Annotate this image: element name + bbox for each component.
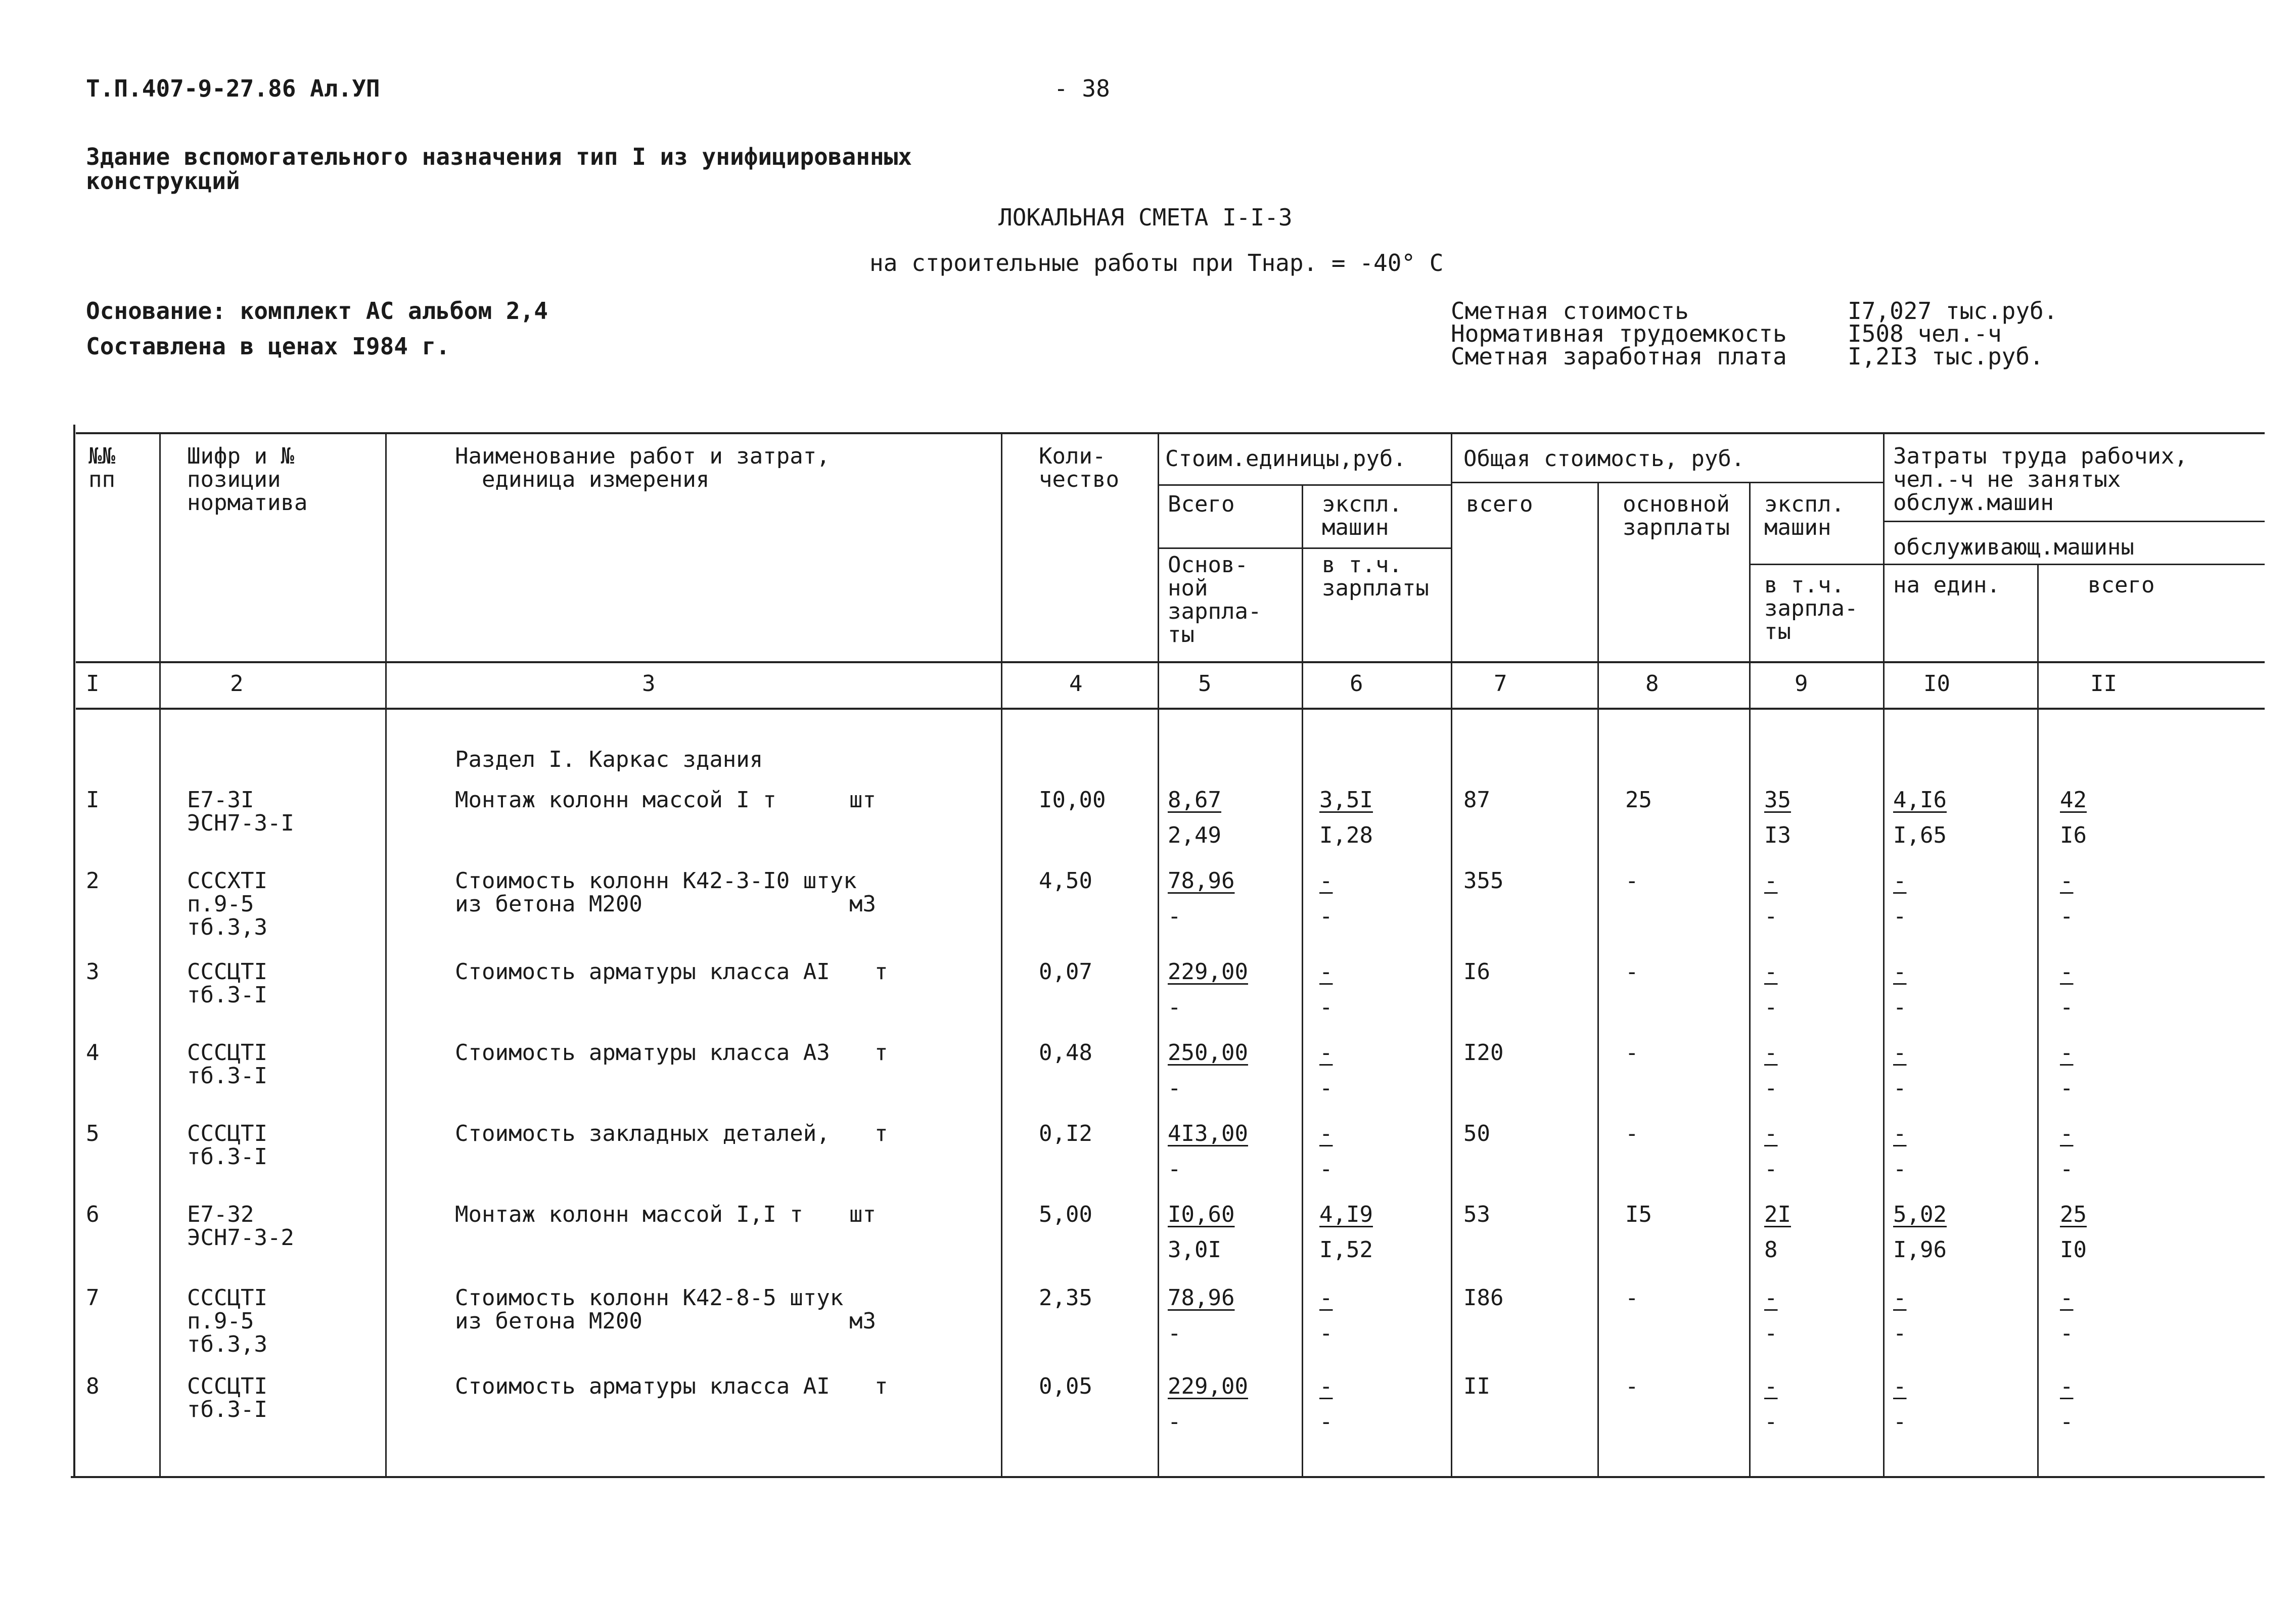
col-divider bbox=[2037, 564, 2039, 1476]
total-cost: I86 bbox=[1463, 1285, 1504, 1311]
labor-per-unit-machines: - bbox=[1893, 1409, 1907, 1435]
unit-total: 229,00 bbox=[1168, 1373, 1248, 1399]
unit: м3 bbox=[849, 1308, 876, 1334]
total-cost: 53 bbox=[1463, 1202, 1490, 1227]
machines-cost: - bbox=[1764, 1373, 1778, 1399]
unit: т bbox=[875, 1040, 888, 1066]
header-row-number: №№ пп bbox=[88, 443, 115, 492]
quantity: 0,48 bbox=[1039, 1040, 1092, 1066]
machines-wage: - bbox=[1764, 903, 1778, 929]
building-title-line2: конструкций bbox=[86, 167, 240, 195]
unit-base-wage: - bbox=[1168, 994, 1181, 1020]
header-machines: экспл. машин bbox=[1764, 491, 1845, 540]
header-total-cost-group: Общая стоимость, руб. bbox=[1463, 446, 1745, 472]
header-machine-wage: в т.ч. зарпла- ты bbox=[1764, 572, 1858, 645]
unit-machines: - bbox=[1319, 1121, 1333, 1146]
labor-per-unit-machines: - bbox=[1893, 903, 1907, 929]
norm-code: СССЦТI тб.3-I bbox=[187, 1121, 267, 1170]
estimate-title: ЛОКАЛЬНАЯ СМЕТА I-I-3 bbox=[998, 204, 1293, 231]
labor-total-machines: - bbox=[2060, 1156, 2074, 1182]
table-colnum-bottom bbox=[76, 708, 2265, 710]
unit-total: 8,67 bbox=[1168, 787, 1221, 813]
col-divider bbox=[1597, 482, 1599, 1476]
doc-code: Т.П.407-9-27.86 Ал.УП bbox=[86, 75, 380, 102]
unit-base-wage: - bbox=[1168, 1156, 1181, 1182]
labor-total-machines: - bbox=[2060, 903, 2074, 929]
summary-cost-value: I7,027 тыс.руб. bbox=[1848, 297, 2058, 325]
unit-total: 250,00 bbox=[1168, 1040, 1248, 1066]
labor-total: - bbox=[2060, 1040, 2074, 1066]
unit: т bbox=[875, 959, 888, 985]
row-number: 2 bbox=[86, 868, 100, 894]
labor-total: 42 bbox=[2060, 787, 2087, 813]
col-divider bbox=[1749, 482, 1751, 1476]
col-number: I bbox=[86, 671, 100, 697]
table-subheader-line-c bbox=[1883, 521, 2265, 522]
labor-total-machines: - bbox=[2060, 994, 2074, 1020]
col-divider bbox=[1302, 484, 1303, 1476]
quantity: 4,50 bbox=[1039, 868, 1092, 894]
header-unit-base-wage: Основ- ной зарпла- ты bbox=[1168, 552, 1262, 648]
col-number: 6 bbox=[1350, 671, 1363, 697]
total-cost: I20 bbox=[1463, 1040, 1504, 1066]
unit-machine-wage: - bbox=[1319, 1409, 1333, 1435]
header-total: всего bbox=[1466, 491, 1533, 517]
work-name: Стоимость закладных деталей, bbox=[455, 1121, 830, 1146]
labor-per-unit: - bbox=[1893, 1040, 1907, 1066]
labor-total: - bbox=[2060, 1285, 2074, 1311]
unit-base-wage: 2,49 bbox=[1168, 822, 1221, 848]
unit-base-wage: 3,0I bbox=[1168, 1237, 1221, 1263]
header-labor-group: Затраты труда рабочих, чел.-ч не занятых обслуж.машин bbox=[1893, 443, 2188, 516]
header-unit-machines: экспл. машин bbox=[1322, 491, 1402, 540]
quantity: 0,I2 bbox=[1039, 1121, 1092, 1146]
unit-machine-wage: - bbox=[1319, 903, 1333, 929]
norm-code: СССХТI п.9-5 тб.3,3 bbox=[187, 868, 267, 940]
unit-total: 78,96 bbox=[1168, 1285, 1235, 1311]
unit-machine-wage: - bbox=[1319, 1156, 1333, 1182]
norm-code: СССЦТI п.9-5 тб.3,3 bbox=[187, 1285, 267, 1357]
base-wage: - bbox=[1625, 959, 1639, 985]
labor-per-unit: 4,I6 bbox=[1893, 787, 1947, 813]
total-cost: I6 bbox=[1463, 959, 1490, 985]
quantity: 0,05 bbox=[1039, 1373, 1092, 1399]
labor-per-unit-machines: - bbox=[1893, 994, 1907, 1020]
work-name: Стоимость арматуры класса А3 bbox=[455, 1040, 830, 1066]
labor-per-unit-machines: I,96 bbox=[1893, 1237, 1947, 1263]
machines-wage: - bbox=[1764, 1075, 1778, 1101]
summary-labor-value: I508 чел.-ч bbox=[1848, 320, 2002, 347]
section-title: Раздел I. Каркас здания bbox=[455, 747, 763, 772]
col-number: 2 bbox=[230, 671, 244, 697]
total-cost: 50 bbox=[1463, 1121, 1490, 1146]
labor-per-unit-machines: I,65 bbox=[1893, 822, 1947, 848]
header-unit-cost-group: Стоим.единицы,руб. bbox=[1165, 446, 1406, 472]
quantity: I0,00 bbox=[1039, 787, 1106, 813]
machines-cost: - bbox=[1764, 868, 1778, 894]
labor-per-unit-machines: - bbox=[1893, 1320, 1907, 1346]
machines-cost: - bbox=[1764, 1285, 1778, 1311]
labor-per-unit: - bbox=[1893, 1285, 1907, 1311]
labor-total: - bbox=[2060, 959, 2074, 985]
table-subheader-line-e bbox=[1749, 564, 2265, 565]
col-number: I0 bbox=[1923, 671, 1950, 697]
total-cost: II bbox=[1463, 1373, 1490, 1399]
unit: т bbox=[875, 1373, 888, 1399]
norm-code: Е7-3I ЭСН7-3-I bbox=[187, 787, 294, 836]
unit-base-wage: - bbox=[1168, 1075, 1181, 1101]
unit-machines: - bbox=[1319, 1285, 1333, 1311]
base-wage: - bbox=[1625, 868, 1639, 894]
labor-total: 25 bbox=[2060, 1202, 2087, 1227]
work-name: Стоимость колонн К42-8-5 штук из бетона М200 bbox=[455, 1285, 844, 1334]
unit-machine-wage: - bbox=[1319, 994, 1333, 1020]
labor-total-machines: I0 bbox=[2060, 1237, 2087, 1263]
labor-total-machines: - bbox=[2060, 1320, 2074, 1346]
col-divider bbox=[159, 432, 161, 1476]
header-work-name: Наименование работ и затрат, единица измерения bbox=[455, 443, 830, 492]
norm-code: СССЦТI тб.3-I bbox=[187, 959, 267, 1008]
machines-wage: I3 bbox=[1764, 822, 1791, 848]
labor-total-machines: I6 bbox=[2060, 822, 2087, 848]
header-base-wage: основной зарплаты bbox=[1623, 491, 1730, 540]
col-number: 8 bbox=[1645, 671, 1659, 697]
base-wage: - bbox=[1625, 1040, 1639, 1066]
base-wage: I5 bbox=[1625, 1202, 1652, 1227]
norm-code: СССЦТI тб.3-I bbox=[187, 1373, 267, 1422]
building-title-line1: Здание вспомогательного назначения тип I из унифицированных bbox=[86, 143, 912, 170]
unit-machine-wage: - bbox=[1319, 1075, 1333, 1101]
unit-machine-wage: I,28 bbox=[1319, 822, 1373, 848]
header-unit-total: Всего bbox=[1168, 491, 1235, 517]
table-header-bottom bbox=[76, 661, 2265, 663]
labor-total-machines: - bbox=[2060, 1075, 2074, 1101]
col-divider bbox=[1158, 432, 1159, 1476]
labor-per-unit: 5,02 bbox=[1893, 1202, 1947, 1227]
work-name: Стоимость арматуры класса AI bbox=[455, 1373, 830, 1399]
col-number: 5 bbox=[1198, 671, 1212, 697]
labor-per-unit: - bbox=[1893, 959, 1907, 985]
total-cost: 87 bbox=[1463, 787, 1490, 813]
unit-base-wage: - bbox=[1168, 903, 1181, 929]
machines-wage: - bbox=[1764, 1156, 1778, 1182]
table-subheader-line-a bbox=[1158, 484, 1451, 486]
row-number: 3 bbox=[86, 959, 100, 985]
unit-total: 229,00 bbox=[1168, 959, 1248, 985]
header-quantity: Коли- чество bbox=[1039, 443, 1119, 492]
row-number: 5 bbox=[86, 1121, 100, 1146]
row-number: 4 bbox=[86, 1040, 100, 1066]
summary-labor-label: Нормативная трудоемкость bbox=[1451, 320, 1787, 347]
work-name: Монтаж колонн массой I,I т bbox=[455, 1202, 803, 1227]
labor-per-unit-machines: - bbox=[1893, 1156, 1907, 1182]
labor-per-unit: - bbox=[1893, 1121, 1907, 1146]
total-cost: 355 bbox=[1463, 868, 1504, 894]
header-labor-machines: обслуживающ.машины bbox=[1893, 534, 2134, 560]
summary-wage-label: Сметная заработная плата bbox=[1451, 343, 1787, 370]
labor-per-unit: - bbox=[1893, 1373, 1907, 1399]
table-top-border bbox=[76, 432, 2265, 434]
unit-total: 4I3,00 bbox=[1168, 1121, 1248, 1146]
header-labor-total: всего bbox=[2088, 572, 2155, 598]
table-subheader-line-b bbox=[1451, 482, 1883, 483]
labor-total-machines: - bbox=[2060, 1409, 2074, 1435]
work-name: Монтаж колонн массой I т bbox=[455, 787, 776, 813]
table-subheader-line-d bbox=[1158, 547, 1451, 549]
col-number: 3 bbox=[642, 671, 656, 697]
row-number: 6 bbox=[86, 1202, 100, 1227]
unit-machines: - bbox=[1319, 1040, 1333, 1066]
unit: м3 bbox=[849, 891, 876, 917]
page-number: - 38 bbox=[1054, 75, 1110, 102]
labor-total: - bbox=[2060, 1121, 2074, 1146]
machines-wage: - bbox=[1764, 1320, 1778, 1346]
unit-base-wage: - bbox=[1168, 1409, 1181, 1435]
labor-total: - bbox=[2060, 868, 2074, 894]
col-divider bbox=[1451, 432, 1452, 1476]
col-divider bbox=[1001, 432, 1002, 1476]
unit-machines: - bbox=[1319, 868, 1333, 894]
norm-code: СССЦТI тб.3-I bbox=[187, 1040, 267, 1089]
machines-cost: - bbox=[1764, 1040, 1778, 1066]
labor-per-unit: - bbox=[1893, 868, 1907, 894]
summary-cost-label: Сметная стоимость bbox=[1451, 297, 1689, 325]
unit-total: I0,60 bbox=[1168, 1202, 1235, 1227]
base-wage: - bbox=[1625, 1121, 1639, 1146]
base-wage: - bbox=[1625, 1373, 1639, 1399]
unit-machines: - bbox=[1319, 959, 1333, 985]
unit-machines: 3,5I bbox=[1319, 787, 1373, 813]
unit: т bbox=[875, 1121, 888, 1146]
norm-code: Е7-32 ЭСН7-3-2 bbox=[187, 1202, 294, 1251]
base-wage: - bbox=[1625, 1285, 1639, 1311]
machines-cost: 35 bbox=[1764, 787, 1791, 813]
row-number: I bbox=[86, 787, 100, 813]
estimate-subtitle: на строительные работы при Тнар. = -40° С bbox=[869, 249, 1444, 277]
header-labor-per-unit: на един. bbox=[1893, 572, 2000, 598]
col-number: II bbox=[2090, 671, 2117, 697]
row-number: 7 bbox=[86, 1285, 100, 1311]
machines-cost: - bbox=[1764, 1121, 1778, 1146]
table-bottom-border bbox=[71, 1476, 2265, 1478]
prices-year-note: Составлена в ценах I984 г. bbox=[86, 333, 450, 360]
col-number: 7 bbox=[1494, 671, 1507, 697]
labor-per-unit-machines: - bbox=[1893, 1075, 1907, 1101]
unit-total: 78,96 bbox=[1168, 868, 1235, 894]
unit-machine-wage: I,52 bbox=[1319, 1237, 1373, 1263]
unit-machine-wage: - bbox=[1319, 1320, 1333, 1346]
unit-base-wage: - bbox=[1168, 1320, 1181, 1346]
base-wage: 25 bbox=[1625, 787, 1652, 813]
machines-cost: - bbox=[1764, 959, 1778, 985]
header-unit-machine-wage: в т.ч. зарплаты bbox=[1322, 552, 1429, 601]
machines-cost: 2I bbox=[1764, 1202, 1791, 1227]
col-number: 9 bbox=[1795, 671, 1808, 697]
labor-total: - bbox=[2060, 1373, 2074, 1399]
col-divider bbox=[1883, 432, 1885, 1476]
summary-wage-value: I,2I3 тыс.руб. bbox=[1848, 343, 2044, 370]
unit: шт bbox=[849, 787, 876, 813]
col-divider bbox=[385, 432, 387, 1476]
quantity: 5,00 bbox=[1039, 1202, 1092, 1227]
machines-wage: - bbox=[1764, 994, 1778, 1020]
basis-note: Основание: комплект АС альбом 2,4 bbox=[86, 297, 548, 325]
work-name: Стоимость колонн К42-3-I0 штук из бетона М200 bbox=[455, 868, 857, 917]
unit-machines: 4,I9 bbox=[1319, 1202, 1373, 1227]
unit: шт bbox=[849, 1202, 876, 1227]
work-name: Стоимость арматуры класса AI bbox=[455, 959, 830, 985]
row-number: 8 bbox=[86, 1373, 100, 1399]
quantity: 0,07 bbox=[1039, 959, 1092, 985]
quantity: 2,35 bbox=[1039, 1285, 1092, 1311]
col-divider bbox=[73, 425, 75, 1476]
col-number: 4 bbox=[1069, 671, 1083, 697]
header-code: Шифр и № позиции норматива bbox=[187, 443, 308, 516]
unit-machines: - bbox=[1319, 1373, 1333, 1399]
machines-wage: 8 bbox=[1764, 1237, 1778, 1263]
machines-wage: - bbox=[1764, 1409, 1778, 1435]
